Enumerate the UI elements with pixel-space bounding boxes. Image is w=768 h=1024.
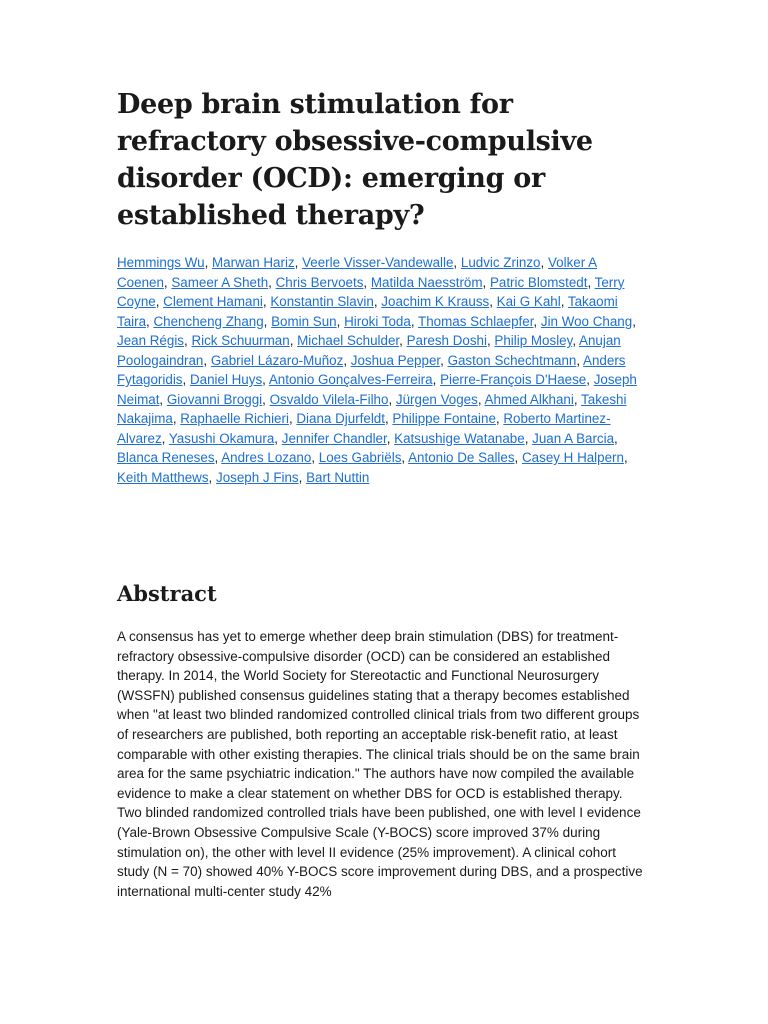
author-link[interactable]: Hiroki Toda — [344, 313, 411, 329]
author-link[interactable]: Chris Bervoets — [275, 274, 364, 290]
author-link[interactable]: Bart Nuttin — [306, 469, 370, 485]
author-link[interactable]: Philippe Fontaine — [392, 411, 496, 426]
author-link[interactable]: Pierre-François D'Haese — [440, 372, 587, 387]
author-link[interactable]: Jean Régis — [117, 333, 184, 348]
author-link[interactable]: Konstantin Slavin — [270, 294, 374, 309]
author-link[interactable]: Veerle Visser-Vandewalle — [302, 255, 454, 270]
author-link[interactable]: Takeshi Nakajima — [117, 391, 627, 426]
author-link[interactable]: Joseph J Fins — [216, 469, 299, 485]
author-link[interactable]: Hemmings Wu — [117, 255, 205, 270]
author-link[interactable]: Chencheng Zhang — [153, 313, 264, 329]
author-link[interactable]: Joachim K Krauss — [381, 294, 490, 309]
author-link[interactable]: Philip Mosley — [494, 333, 573, 348]
author-link[interactable]: Juan A Barcia — [532, 430, 615, 446]
author-link[interactable]: Sameer A Sheth — [171, 274, 269, 290]
author-link[interactable]: Bomin Sun — [271, 313, 337, 329]
author-link[interactable]: Giovanni Broggi — [166, 391, 263, 407]
author-link[interactable]: Thomas Schlaepfer — [418, 313, 534, 329]
author-link[interactable]: Patric Blomstedt — [489, 274, 588, 290]
author-link[interactable]: Antonio De Salles — [408, 450, 515, 465]
author-link[interactable]: Jürgen Voges — [395, 391, 478, 407]
author-link[interactable]: Clement Hamani — [163, 294, 263, 309]
author-link[interactable]: Rick Schuurman — [191, 333, 290, 348]
abstract-heading: Abstract — [117, 581, 217, 606]
author-link[interactable]: Takaomi Taira — [117, 294, 618, 329]
author-link[interactable]: Yasushi Okamura — [168, 430, 275, 446]
author-link[interactable]: Andres Lozano — [221, 450, 312, 465]
author-link[interactable]: Kai G Kahl — [496, 294, 561, 309]
author-link[interactable]: Anujan Poologaindran — [117, 333, 621, 368]
author-link[interactable]: Marwan Hariz — [212, 255, 295, 270]
author-link[interactable]: Loes Gabriëls — [318, 450, 402, 465]
author-link[interactable]: Casey H Halpern — [522, 450, 624, 465]
author-link[interactable]: Anders Fytagoridis — [117, 352, 626, 387]
author-link[interactable]: Roberto Martinez-Alvarez — [117, 411, 611, 446]
author-link[interactable]: Jennifer Chandler — [281, 430, 387, 446]
author-link[interactable]: Ludvic Zrinzo — [460, 255, 541, 270]
author-link[interactable]: Gaston Schechtmann — [447, 352, 577, 368]
author-link[interactable]: Terry Coyne — [117, 274, 625, 309]
author-link[interactable]: Jin Woo Chang — [540, 313, 633, 329]
author-link[interactable]: Michael Schulder — [297, 333, 400, 348]
author-link[interactable]: Joseph Neimat — [117, 372, 637, 407]
author-link[interactable]: Gabriel Lázaro-Muñoz — [210, 352, 344, 368]
author-link[interactable]: Keith Matthews — [117, 469, 209, 485]
article — [117, 86, 647, 915]
author-link[interactable]: Paresh Doshi — [406, 333, 487, 348]
author-link[interactable]: Diana Djurfeldt — [296, 411, 385, 426]
article-title: Deep brain stimulation for refractory obsessive-compulsive disorder (OCD): emerging or established therapy? — [117, 89, 593, 231]
author-link[interactable]: Daniel Huys — [189, 372, 263, 387]
author-link[interactable]: Ahmed Alkhani — [484, 391, 574, 407]
author-link[interactable]: Katsushige Watanabe — [394, 430, 525, 446]
author-link[interactable]: Osvaldo Vilela-Filho — [269, 391, 389, 407]
abstract-text: A consensus has yet to emerge whether deep brain stimulation (DBS) for treatment-refractory obsessive-compulsive disorder (OCD) can be considered an established therapy. In 2014, the World Society for Stereotactic and Functional Neurosurgery (WSSFN) published consensus guidelines stating that a therapy becomes established when "at least two blinded randomized controlled clinical trials from two different groups of researchers are published, both reporting an acceptable risk-benefit ratio, at least comparable with other existing therapies. The clinical trials should be on the same brain area for the same psychiatric indication." The authors have now compiled the available evidence to make a clear statement on whether DBS for OCD is established therapy. Two blinded randomized controlled trials have been published, one with level I evidence (Yale-Brown Obsessive Compulsive Scale (Y-BOCS) score improved 37% during stimulation on), the other with level II evidence (25% improvement). A clinical cohort study (N = 70) showed 40% Y-BOCS score improvement during DBS, and a prospective international multi-center study 42% — [117, 629, 643, 899]
author-link[interactable]: Volker A Coenen — [117, 255, 598, 290]
author-link[interactable]: Blanca Reneses — [117, 450, 215, 465]
author-list: Hemmings Wu, Marwan Hariz, Veerle Visser-Vandewalle, Ludvic Zrinzo, Volker A Coenen, Sameer A Sheth, Chris Bervoets, Matilda Naesström, Patric Blomstedt, Terry Coyne, Clement Hamani, Konstantin Slavin, Joachim K Krauss, Kai G Kahl, Takaomi Taira, Chencheng Zhang, Bomin Sun, Hiroki Toda, Thomas Schlaepfer, Jin Woo Chang, Jean Régis, Rick Schuurman, Michael Schulder, Paresh Doshi, Philip Mosley, Anujan Poologaindran, Gabriel Lázaro-Muñoz, Joshua Pepper, Gaston Schechtmann, Anders Fytagoridis, Daniel Huys, Antonio Gonçalves-Ferreira, Pierre-François D'Haese, Joseph Neimat, Giovanni Broggi, Osvaldo Vilela-Filho, Jürgen Voges, Ahmed Alkhani, Takeshi Nakajima, Raphaelle Richieri, Diana Djurfeldt, Philippe Fontaine, Roberto Martinez-Alvarez, Yasushi Okamura, Jennifer Chandler, Katsushige Watanabe, Juan A Barcia, Blanca Reneses, Andres Lozano, Loes Gabriëls, Antonio De Salles, Casey H Halpern, Keith Matthews, Joseph J Fins, Bart Nuttin — [117, 255, 637, 485]
author-link[interactable]: Matilda Naesström — [370, 274, 483, 290]
author-link[interactable]: Joshua Pepper — [350, 352, 441, 368]
author-link[interactable]: Raphaelle Richieri — [180, 411, 289, 426]
author-link[interactable]: Antonio Gonçalves-Ferreira — [268, 372, 433, 387]
